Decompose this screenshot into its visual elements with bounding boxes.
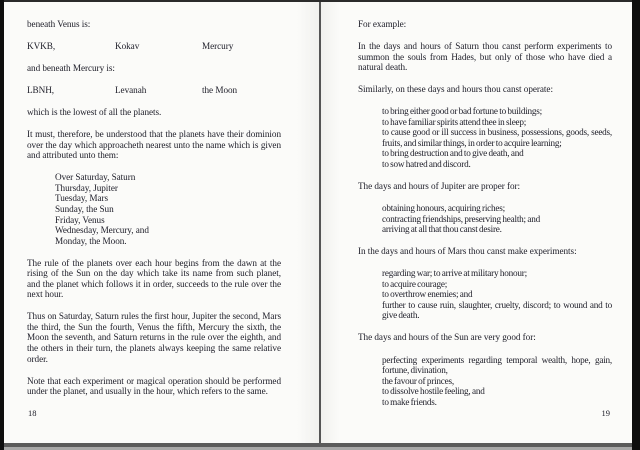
operation-item: to cause good or ill success in business, possessions, goods, seeds, fruits, and similar things, in order to acquire learning; (382, 127, 612, 148)
paragraph-lowest-planet: which is the lowest of all the planets. (27, 107, 162, 118)
operation-item: the favour of princes, (382, 375, 454, 386)
operation-item: regarding war; to arrive at military honour; (382, 268, 527, 279)
day-ruler-item: Over Saturday, Saturn (55, 172, 136, 183)
day-ruler-item: Thursday, Jupiter (55, 182, 118, 193)
paragraph-similarly: Similarly, on these days and hours thou canst operate: (358, 84, 553, 95)
paragraph-for-example: For example: (358, 19, 407, 29)
paragraph-note: Note that each experiment or magical operation should be performed under the planet, and usually in the hour, which refers to the same. (27, 375, 281, 397)
day-ruler-item: Tuesday, Mars (55, 193, 109, 204)
paragraph-saturn-days: In the days and hours of Saturn thou canst perform experiments to summon the souls from Hades, but only of those who have died a natural death. (358, 41, 612, 73)
operation-item: to have familiar spirits attend thee in sleep; (382, 116, 527, 127)
transliteration: Kokav (115, 41, 140, 52)
mars-operations-list (358, 268, 612, 321)
day-ruler-item: Sunday, the Sun (55, 204, 114, 215)
transliteration: Levanah (115, 85, 147, 96)
saturn-operations-list (358, 106, 612, 169)
operation-item: arriving at all that thou canst desire. (382, 224, 502, 235)
paragraph-saturday-order: Thus on Saturday, Saturn rules the first hour, Jupiter the second, Mars the third, the Sun the fourth, Venus the fifth, Mercury the sixth, the Moon the seventh, and Saturn returns in the rule over the eighth, and the others in their turn, the planets always keeping the same relative order. (27, 311, 281, 364)
planet-name: the Moon (202, 85, 238, 96)
paragraph-jupiter-heading: The days and hours of Jupiter are proper for: (358, 181, 521, 192)
page-right (321, 0, 632, 443)
scan-edge-right (632, 0, 640, 450)
operation-item: to dissolve hostile feeling, and (382, 386, 485, 397)
paragraph-sun-heading: The days and hours of the Sun are very good for: (358, 332, 536, 343)
paragraph-beneath-venus: beneath Venus is: (27, 19, 91, 29)
hebrew-name-row-mercury (27, 41, 281, 52)
operation-item: perfecting experiments regarding temporal wealth, hope, gain, fortune, divination, (382, 354, 612, 376)
hebrew-name-row-moon (27, 85, 281, 96)
operation-item: to bring destruction and to give death, and (382, 148, 524, 159)
sun-operations-list (358, 355, 612, 408)
operation-item: to bring either good or bad fortune to buildings; (382, 106, 542, 117)
day-ruler-item: Wednesday, Mercury, and (55, 225, 149, 236)
operation-item: to overthrow enemies; and (382, 289, 473, 300)
page-number-right: 19 (601, 408, 610, 418)
jupiter-operations-list (358, 203, 612, 235)
operation-item: further to cause ruin, slaughter, cruelty, discord; to wound and to give death. (382, 299, 612, 321)
operation-item: to sow hatred and discord. (382, 158, 471, 169)
operation-item: to make friends. (382, 396, 437, 407)
day-ruler-list (27, 172, 281, 246)
paragraph-mars-heading: In the days and hours of Mars thou canst make experiments: (358, 246, 577, 257)
operation-item: contracting friendships, preserving health; and (382, 213, 540, 224)
paragraph-hour-rule: The rule of the planets over each hour begins from the dawn at the rising of the Sun on the day which take its name from such planet, and the planet which follows it in order, succeeds to the rule over the next hour. (27, 257, 281, 300)
operation-item: obtaining honours, acquiring riches; (382, 203, 505, 214)
page-left (4, 0, 319, 443)
page-number-left: 18 (28, 408, 37, 418)
hebrew-name: LBNH, (27, 85, 55, 96)
page-gutter-divider (319, 0, 321, 443)
planet-name: Mercury (202, 41, 234, 52)
operation-item: to acquire courage; (382, 278, 448, 289)
scan-edge-left (0, 0, 4, 450)
day-ruler-item: Friday, Venus (55, 214, 105, 225)
paragraph-dominion: It must, therefore, be understood that the planets have their dominion over the day which approacheth nearest unto the name which is given and attributed unto them: (27, 129, 281, 161)
paragraph-beneath-mercury: and beneath Mercury is: (27, 63, 115, 74)
hebrew-name: KVKB, (27, 41, 56, 52)
day-ruler-item: Monday, the Moon. (55, 235, 127, 246)
scan-edge-top (0, 0, 640, 2)
